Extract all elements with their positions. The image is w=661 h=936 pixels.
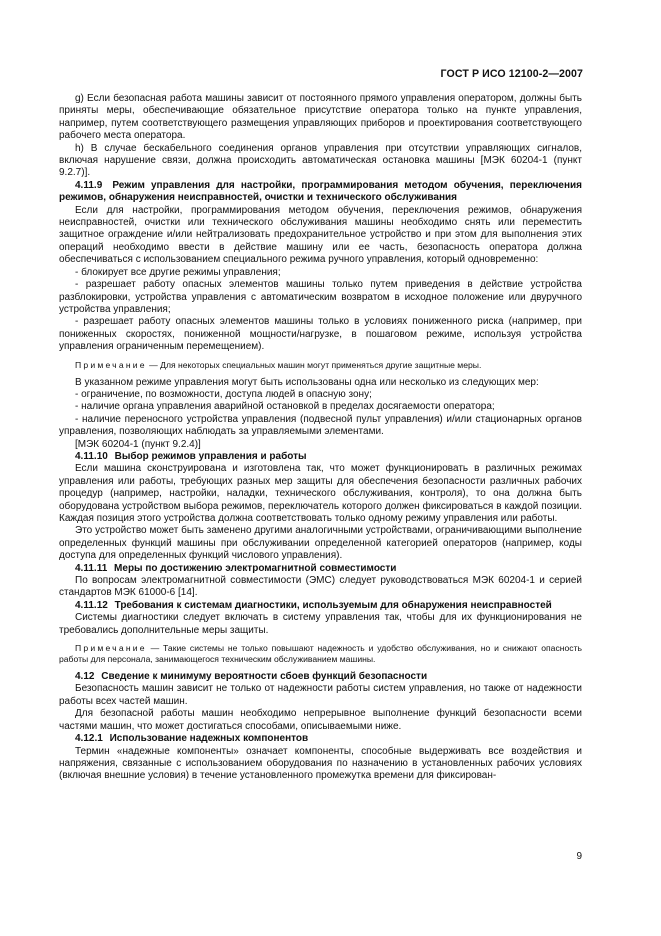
note-paragraph xyxy=(59,360,582,371)
section-title: Сведение к минимуму вероятности сбоев функций безопасности xyxy=(101,671,428,683)
note-text: — Такие системы не только повышают надежность и удобство обслуживания, но и снижают опасность работы для персонала, занимающегося техническим обслуживанием машины. xyxy=(59,643,582,665)
section-4-11-9-heading xyxy=(59,180,582,205)
note-label: Примечание xyxy=(75,359,147,370)
section-4-11-10-paragraph-2: Это устройство может быть заменено другими аналогичными устройствами, ограничивающими выполнение определенных функций машины при обслуживании определенной категорией операторов (например, коды доступа для определенных функций числового управления). xyxy=(59,525,582,562)
section-4-12-1-heading xyxy=(59,733,582,745)
section-4-11-12-paragraph: Системы диагностики следует включать в систему управления так, чтобы для их функционирования не требовались дополнительные меры защиты. xyxy=(59,612,582,636)
section-number: 4.11.11 xyxy=(75,562,108,574)
section-4-12-1-paragraph: Термин «надежные компоненты» означает компоненты, способные выдерживать все воздействия и напряжения, связанные с использованием оборудования по назначению в установленных рабочих условиях (включая внешние условия) в течение установленного промежутка времени для фиксирован- xyxy=(59,745,582,782)
section-4-11-9-paragraph: Если для настройки, программирования методом обучения, переключения режимов, обнаружения неисправностей, очистки или технического обслуживания машины необходимо снять или переместить защитное ограждение и/или нейтрализовать предохранительное устройство и при этом для выполнения этих операций необходимо ввести в действие машину или ее часть, безопасность оператора должна обеспечиваться с использованием специального режима ручного управления, который одновременно: xyxy=(59,204,582,266)
list-item: - разрешает работу опасных элементов машины только путем приведения в действие устройства разблокировки, устройства управления с автоматическим возвратом в исходное положение или двуручного устройства управления; xyxy=(59,279,582,315)
section-number: 4.11.10 xyxy=(75,450,108,462)
section-number: 4.11.9 xyxy=(75,179,103,191)
section-4-11-11-heading xyxy=(59,563,582,575)
section-title: Использование надежных компонентов xyxy=(109,733,309,745)
note-text: — Для некоторых специальных машин могут применяться другие защитные меры. xyxy=(146,359,482,370)
section-4-12-paragraph: Безопасность машин зависит не только от надежности работы систем управления, но также от надежности работы всех частей машин. xyxy=(59,683,582,707)
page-number: 9 xyxy=(576,851,582,862)
measures-intro-paragraph: В указанном режиме управления могут быть использованы одна или несколько из следующих мер: xyxy=(75,376,539,388)
reference-paragraph: [МЭК 60204-1 (пункт 9.2.4)] xyxy=(75,438,201,450)
section-title: Выбор режимов управления и работы xyxy=(114,450,307,462)
section-4-11-11-paragraph: По вопросам электромагнитной совместимости (ЭМС) следует руководствоваться МЭК 60204-1 и серией стандартов МЭК 61000-6 [14]. xyxy=(59,575,582,599)
section-4-11-12-heading xyxy=(59,600,582,612)
section-number: 4.11.12 xyxy=(75,599,108,611)
section-number: 4.12.1 xyxy=(75,733,103,745)
list-item: - наличие переносного устройства управления (подвесной пульт управления) и/или стационарных органов управления, позволяющих наблюдать за управляемыми элементами. xyxy=(59,413,582,438)
note-paragraph xyxy=(59,643,582,665)
document-code-header: ГОСТ Р ИСО 12100-2—2007 xyxy=(440,68,583,80)
section-title: Требования к системам диагностики, используемым для обнаружения неисправностей xyxy=(114,599,552,611)
section-4-11-10-heading xyxy=(59,451,582,463)
item-h-paragraph: h) В случае бескабельного соединения органов управления при отсутствии управляющих сигналов, включая нарушение связи, должна происходить автоматическая остановка машины [МЭК 60204-1 (пункт 9.2.7)]. xyxy=(59,142,582,179)
section-number: 4.12 xyxy=(75,671,95,683)
list-item: - наличие органа управления аварийной остановкой в пределах досягаемости оператора; xyxy=(75,401,495,413)
section-title: Меры по достижению электромагнитной совместимости xyxy=(114,562,397,574)
note-label: Примечание xyxy=(75,643,147,654)
list-item: - блокирует все другие режимы управления; xyxy=(75,266,281,278)
document-body xyxy=(59,93,582,783)
section-4-12-heading xyxy=(59,671,582,683)
list-item: - ограничение, по возможности, доступа людей в опасную зону; xyxy=(75,388,372,400)
list-item: - разрешает работу опасных элементов машины только в условиях пониженного риска (например, при пониженных скоростях, пониженной мощности/нагрузке, в пошаговом режиме, используя устройства управления ограниченным перемещением). xyxy=(59,316,582,353)
section-4-11-10-paragraph: Если машина сконструирована и изготовлена так, что может функционировать в различных режимах управления или работы, требующих разных мер защиты для обеспечения безопасности различных рабочих процедур (например, настройки, наладки, технического обслуживания, контроля), то она должна быть оборудована устройством выбора режимов, переключатель которого должен фиксироваться в каждой позиции. Каждая позиция этого устройства должна соответствовать только одному режиму управления или работы. xyxy=(59,463,582,524)
section-title: Режим управления для настройки, программирования методом обучения, переключения режимов, обнаружения неисправностей, очистки и технического обслуживания xyxy=(59,179,582,204)
section-4-12-paragraph-2: Для безопасной работы машин необходимо непрерывное выполнение функций безопасности всеми частями машин, что может достигаться способами, описываемыми ниже. xyxy=(59,708,582,732)
item-g-paragraph: g) Если безопасная работа машины зависит от постоянного прямого управления оператором, должны быть приняты меры, обеспечивающие обязательное присутствие оператора только на пункте управления, например, путем соответствующего размещения управляющих приборов и проектирования соответствующего рабочего места оператора. xyxy=(59,93,582,142)
